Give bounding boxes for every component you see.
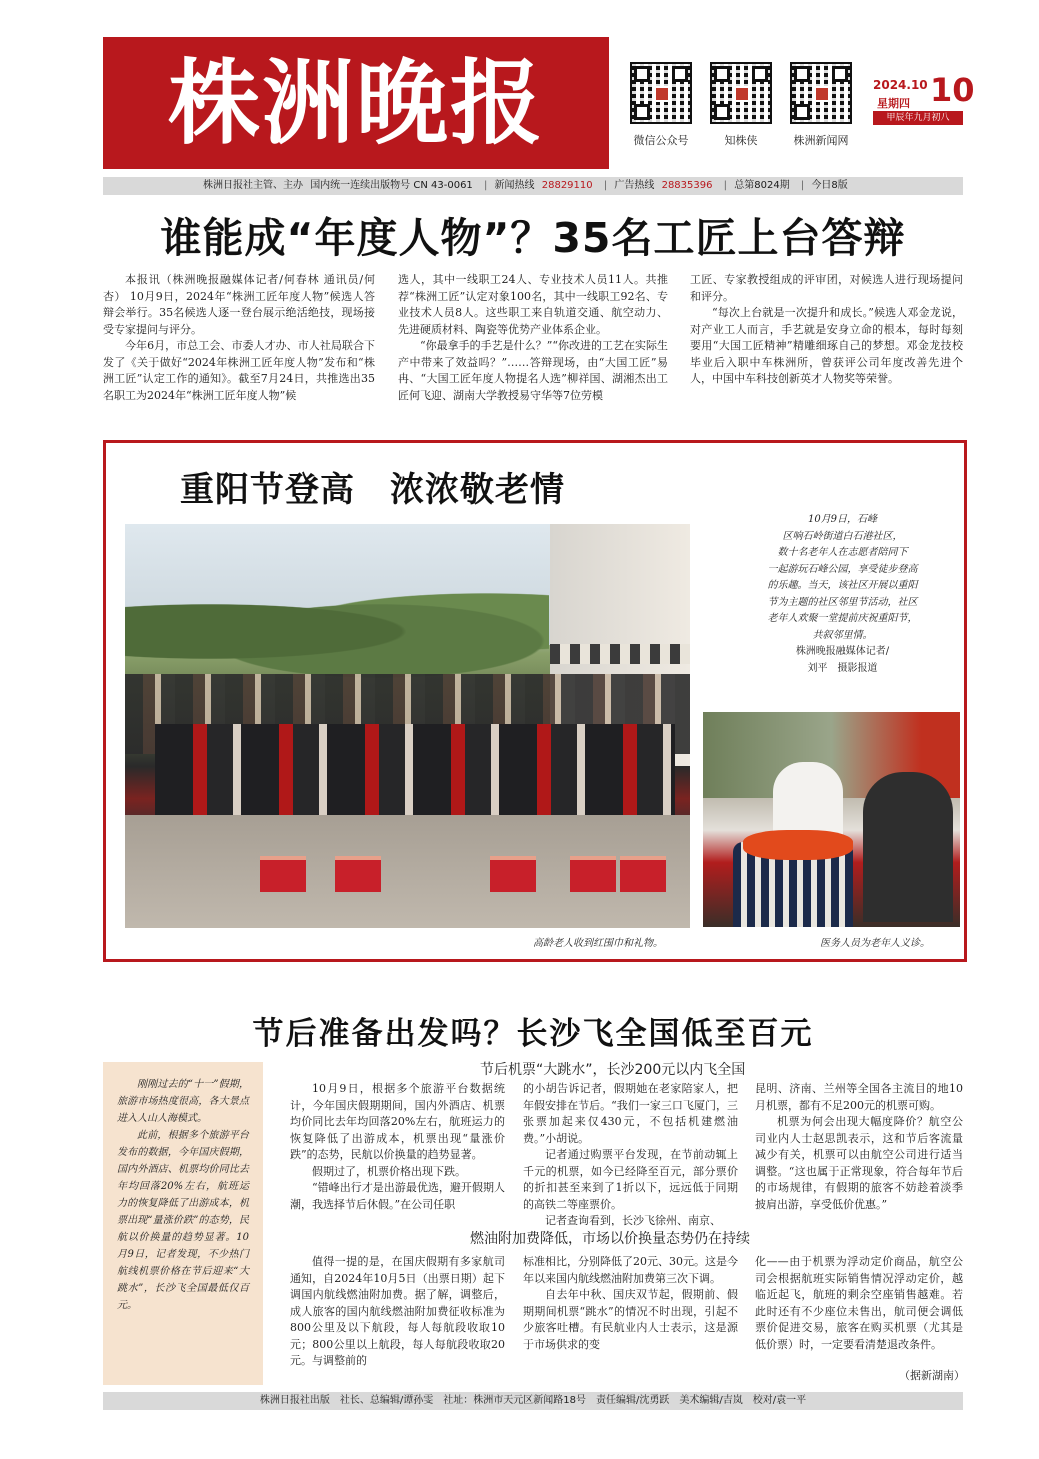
article1-column-3 xyxy=(690,272,963,417)
issue-number: 总第8024期 xyxy=(734,180,790,191)
paragraph: 自去年中秋、国庆双节起，假期前、假期期间机票“跳水”的情况不时出现，引起不少旅客吐槽。有民航业内人士表示，这是源于市场供求的变 xyxy=(523,1288,738,1351)
sidebar-text xyxy=(117,1076,249,1314)
qr-label-news-site: 株洲新闻网 xyxy=(793,134,849,147)
article2-upper-column-3 xyxy=(755,1081,963,1226)
paragraph: “你最拿手的手艺是什么？”“你改进的工艺在实际生产中带来了效益吗？”……答辩现场，由“大国工匠”易冉、“大国工匠年度人物提名人选”柳祥国、湖湘杰出工匠何飞迎、湖南大学教授易守华等7位劳模 xyxy=(398,339,668,402)
paragraph: 标准相比，分别降低了20元、30元。这是今年以来国内航线燃油附加费第三次下调。 xyxy=(523,1255,738,1285)
paragraph: “错峰出行才是出游最优选，避开假期人潮，我选择节后休假。”在公司任职 xyxy=(290,1181,505,1211)
date-weekday: 星期四 xyxy=(877,97,910,110)
article2-upper-column-1 xyxy=(290,1081,505,1226)
date-day: 10 xyxy=(930,71,975,109)
paragraph: 化——由于机票为浮动定价商品，航空公司会根据航班实际销售情况浮动定价，越临近起飞，航班的剩余空座销售越难。若此时还有不少座位未售出，航司便会调低票价促进交易，旅客在购买机票（尤其是低价票）时，一定要看清楚退改条件。 xyxy=(755,1255,963,1351)
masthead xyxy=(103,37,609,169)
info-bar xyxy=(103,177,963,195)
paragraph: “每次上台就是一次提升和成长。”候选人邓金龙说，对产业工人而言，手艺就是安身立命的根本，每时每刻要用“大国工匠精神”精雕细琢自己的梦想。邓金龙技校毕业后入职中车株洲所，曾获评公司年度改善先进个人，中国中车科技创新英才人物奖等荣誉。 xyxy=(690,306,963,385)
cn-number: 国内统一连续出版物号 CN 43-0061 xyxy=(310,180,473,191)
caption-line: 10月9日，石峰 xyxy=(807,514,878,525)
subhead-2: 燃油附加费降低，市场以价换量态势仍在持续 xyxy=(470,1231,750,1247)
paragraph: 刚刚过去的“十一”假期，旅游市场热度很高，各大景点进入人山人海模式。 xyxy=(117,1079,249,1124)
paragraph: 本报讯（株洲晚报融媒体记者/何春林 通讯员/何杏） 10月9日，2024年“株洲工匠年度人物”候选人答辩会举行。35名候选人逐一登台展示绝活绝技，现场接受专家提问与评分。 xyxy=(103,273,375,336)
photo-caption xyxy=(740,512,945,682)
ad-hotline-label: 广告热线 xyxy=(614,180,655,191)
date-year-month: 2024.10 xyxy=(873,78,928,92)
side-photo-caption: 医务人员为老年人义诊。 xyxy=(820,938,930,949)
footer-imprint: 株洲日报社出版 社长、总编辑/谭孙雯 社址：株洲市天元区新闻路18号 责任编辑/沈勇跃 美术编辑/吉岚 校对/袁一平 xyxy=(103,1392,963,1410)
date-lunar: 甲辰年九月初八 xyxy=(873,111,963,125)
qr-code-icon xyxy=(630,62,692,124)
paragraph: 记者查询看到，长沙飞徐州、南京、 xyxy=(545,1214,721,1226)
page-count: 今日8版 xyxy=(811,180,848,191)
paragraph: 记者通过购票平台发现，在节前动辄上千元的机票，如今已经降至百元，部分票价的折扣甚至来到了1折以下，远远低于同期的高铁二等座票价。 xyxy=(523,1148,738,1211)
divider: | xyxy=(723,180,728,191)
paragraph: 工匠、专家教授组成的评审团，对候选人进行现场提问和评分。 xyxy=(690,273,963,303)
photo-credit: 刘平 摄影报道 xyxy=(807,662,878,674)
paragraph: 的小胡告诉记者，假期她在老家陪家人，把年假安排在节后。“我们一家三口飞厦门，三张票加起来仅430元，不包括机建燃油费。”小胡说。 xyxy=(523,1082,738,1145)
photo-feature-title: 重阳节登高 浓浓敬老情 xyxy=(180,470,565,510)
caption-line: 老年人欢聚一堂提前庆祝重阳节， xyxy=(767,613,918,624)
paragraph: 值得一提的是，在国庆假期有多家航司通知，自2024年10月5日（出票日期）起下调国内航线燃油附加费。据了解，调整后，成人旅客的国内航线燃油附加费征收标准为800公里及以下航段，每人每航段收取10元；800公里以上航段，每人每航段收取20元。与调整前的 xyxy=(290,1255,505,1367)
news-hotline-label: 新闻热线 xyxy=(494,180,535,191)
article2-lower-column-3 xyxy=(755,1254,963,1364)
paragraph: 今年6月，市总工会、市委人才办、市人社局联合下发了《关于做好“2024年株洲工匠年度人物”发布和“株洲工匠”认定工作的通知》。截至7月24日，共推选出35名职工为2024年“株洲工匠年度人物”候 xyxy=(103,339,375,402)
article2-upper-column-2 xyxy=(523,1081,738,1226)
qr-label-zhizhuxia: 知株侠 xyxy=(724,134,758,147)
newspaper-title: 株洲晚报 xyxy=(167,49,544,157)
qr-code-icon xyxy=(790,62,852,124)
article-source: （据新湖南） xyxy=(899,1369,965,1382)
article2-lower-column-1 xyxy=(290,1254,505,1386)
publisher: 株洲日报社主管、主办 xyxy=(203,180,303,191)
photo-credit: 株洲晚报融媒体记者/ xyxy=(795,646,890,657)
caption-line: 数十名老年人在志愿者陪同下 xyxy=(777,547,908,558)
article1-column-2 xyxy=(398,272,668,417)
article2-headline: 节后准备出发吗？长沙飞全国低至百元 xyxy=(252,1016,814,1052)
ad-hotline: 28835396 xyxy=(661,180,713,191)
news-hotline: 28829110 xyxy=(541,180,593,191)
paragraph: 昆明、济南、兰州等全国各主流目的地10月机票，都有不足200元的机票可购。 xyxy=(755,1082,963,1112)
qr-label-wechat: 微信公众号 xyxy=(633,134,689,147)
divider: | xyxy=(603,180,608,191)
caption-line: 一起游玩石峰公园，享受徒步登高 xyxy=(767,563,918,575)
subhead-1: 节后机票“大跳水”，长沙200元以内飞全国 xyxy=(480,1062,746,1078)
side-photo xyxy=(703,712,960,927)
caption-line: 区响石岭街道白石港社区， xyxy=(782,530,903,542)
caption-line: 的乐趣。当天，该社区开展以重阳 xyxy=(767,580,918,591)
paragraph: 选人，其中一线职工24人、专业技术人员11人。共推荐“株洲工匠”认定对象100名，其中一线职工92名、专业技术人员8人。这些职工来自轨道交通、航空动力、先进硬质材料、陶瓷等优势产业体系企业。 xyxy=(398,273,668,336)
article1-column-1 xyxy=(103,272,375,417)
paragraph: 10月9日，根据多个旅游平台数据统计，今年国庆假期期间，国内外酒店、机票均价同比去年均回落20%左右，航班运力的恢复降低了出游成本，机票出现“量涨价跌”的态势，民航以价换量的趋势显著。 xyxy=(290,1082,505,1161)
divider: | xyxy=(800,180,805,191)
divider: | xyxy=(483,180,488,191)
main-photo-caption: 高龄老人收到红围巾和礼物。 xyxy=(533,938,663,949)
article2-lower-column-2 xyxy=(523,1254,738,1386)
paragraph: 机票为何会出现大幅度降价？航空公司业内人士赵思凯表示，这和节后客流量减少有关，机票可以由航空公司进行适当调整。“这也属于正常现象，符合每年节后的市场规律，有假期的旅客不妨趁着淡季披肩出游，享受低价优惠。” xyxy=(755,1115,963,1211)
main-photo xyxy=(125,524,690,928)
caption-line: 共叙邻里情。 xyxy=(812,629,873,641)
qr-code-icon xyxy=(710,62,772,124)
paragraph: 假期过了，机票价格出现下跌。 xyxy=(312,1164,466,1178)
article1-headline: 谁能成“年度人物”？35名工匠上台答辩 xyxy=(160,214,906,262)
paragraph: 此前，根据多个旅游平台发布的数据，今年国庆假期，国内外酒店、机票均价同比去年均回落20%左右，航班运力的恢复降低了出游成本，机票出现“量涨价跌”的态势，民航以价换量的趋势显著。10月9日，记者发现，不少热门航线机票价格在节后迎来“大跳水”，长沙飞全国最低仅百元。 xyxy=(117,1130,249,1311)
caption-line: 节为主题的社区邻里节活动，社区 xyxy=(767,596,918,608)
